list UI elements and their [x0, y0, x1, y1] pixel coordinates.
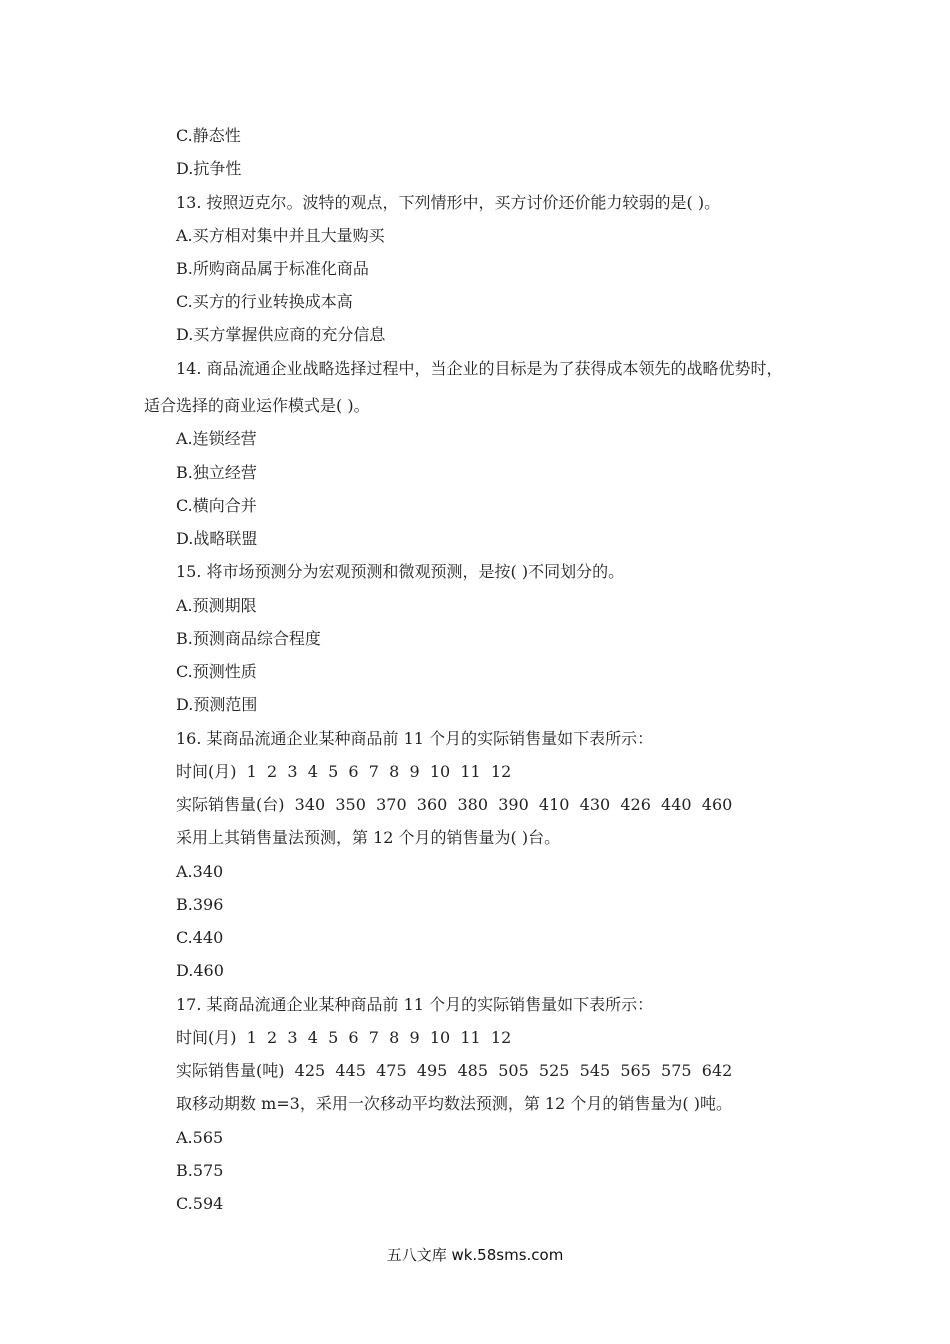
option-line: B.独立经营: [176, 463, 257, 482]
option-line: C.买方的行业转换成本高: [176, 292, 353, 311]
question-line: 采用上其销售量法预测，第 12 个月的销售量为( )台。: [176, 828, 561, 847]
option-line: B.所购商品属于标准化商品: [176, 259, 369, 278]
question-line: 14. 商品流通企业战略选择过程中，当企业的目标是为了获得成本领先的战略优势时，: [176, 359, 783, 378]
option-line: A.预测期限: [176, 596, 257, 615]
option-line: A.连锁经营: [176, 429, 257, 448]
option-line: A.买方相对集中并且大量购买: [176, 226, 385, 245]
option-line: C.横向合并: [176, 496, 257, 515]
option-line: D.战略联盟: [176, 529, 258, 548]
option-line: D.预测范围: [176, 695, 258, 714]
option-line: B.575: [176, 1161, 224, 1180]
option-line: D.抗争性: [176, 159, 242, 178]
option-line: C.预测性质: [176, 662, 257, 681]
option-line: D.买方掌握供应商的充分信息: [176, 325, 386, 344]
question-line: 15. 将市场预测分为宏观预测和微观预测，是按( )不同划分的。: [176, 562, 625, 581]
option-line: B.396: [176, 895, 224, 914]
option-line: C.440: [176, 928, 224, 947]
option-line: C.594: [176, 1194, 224, 1213]
option-line: C.静态性: [176, 126, 241, 145]
table-row-months: 时间(月) 1 2 3 4 5 6 7 8 9 10 11 12: [176, 1028, 512, 1047]
table-row-sales: 实际销售量(台) 340 350 370 360 380 390 410 430 426 440 460: [176, 795, 733, 814]
option-line: A.565: [176, 1128, 224, 1147]
question-line: 13. 按照迈克尔。波特的观点，下列情形中，买方讨价还价能力较弱的是( )。: [176, 193, 721, 212]
option-line: A.340: [176, 862, 224, 881]
table-row-months: 时间(月) 1 2 3 4 5 6 7 8 9 10 11 12: [176, 762, 512, 781]
option-line: D.460: [176, 961, 224, 980]
page-footer: 五八文库 wk.58sms.com: [386, 1246, 564, 1264]
question-line: 17. 某商品流通企业某种商品前 11 个月的实际销售量如下表所示：: [176, 995, 654, 1014]
question-line: 取移动期数 m=3，采用一次移动平均数法预测，第 12 个月的销售量为( )吨。: [176, 1094, 732, 1113]
table-row-sales: 实际销售量(吨) 425 445 475 495 485 505 525 545 565 575 642: [176, 1061, 733, 1080]
question-line: 16. 某商品流通企业某种商品前 11 个月的实际销售量如下表所示：: [176, 729, 654, 748]
question-line: 适合选择的商业运作模式是( )。: [144, 396, 370, 415]
option-line: B.预测商品综合程度: [176, 629, 321, 648]
